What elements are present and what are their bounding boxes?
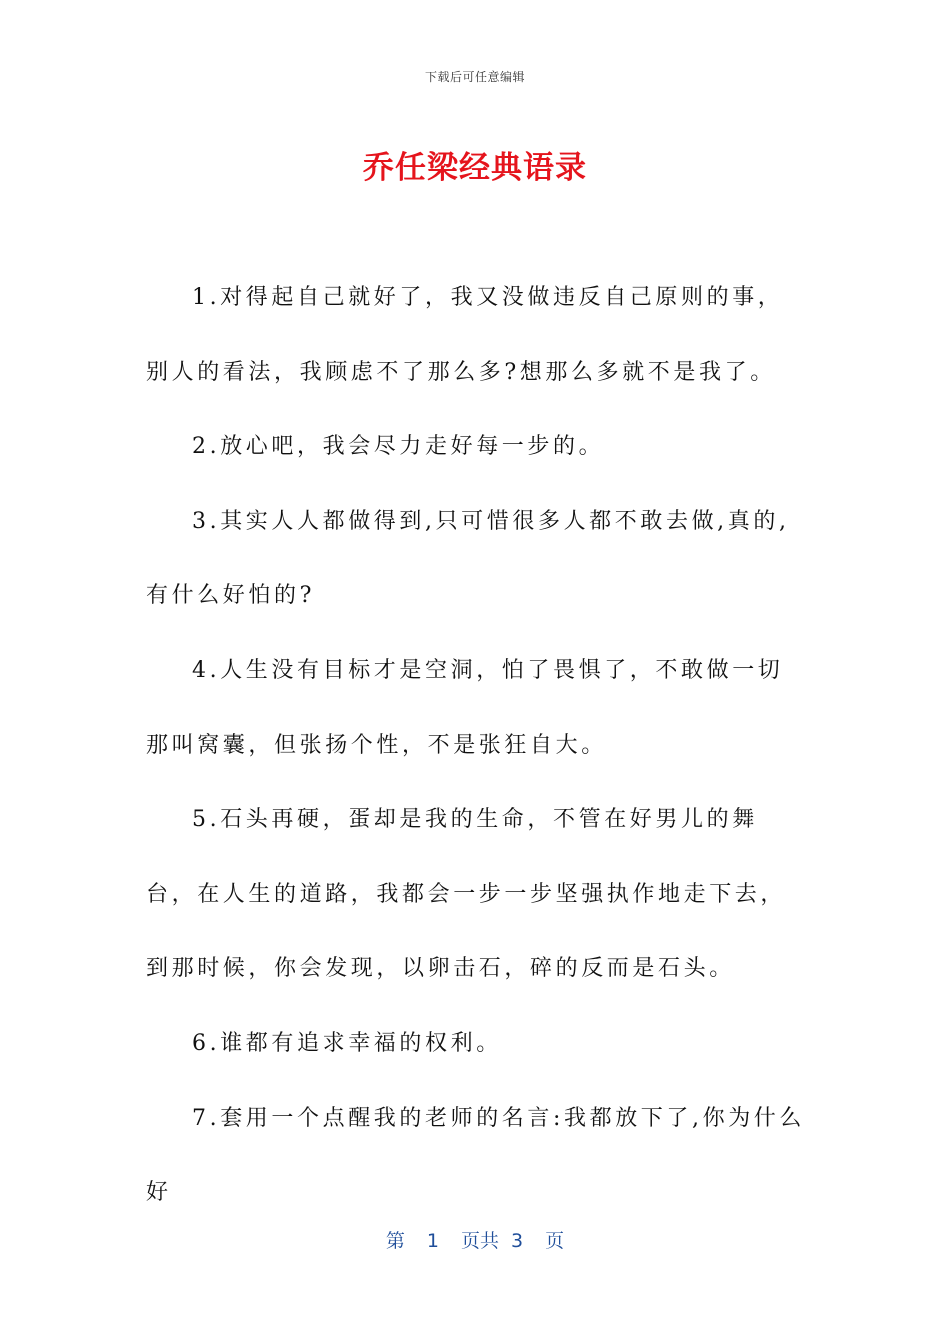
footer-prefix: 第 [385,1230,405,1252]
document-body [146,261,806,1231]
footer-total-pages: 3 [511,1230,524,1252]
paragraph: 7.套用一个点醒我的老师的名言:我都放下了,你为什么好 [146,1105,805,1206]
header-note: 下载后可任意编辑 [424,70,525,84]
paragraph: 6.谁都有追求幸福的权利。 [192,1030,502,1056]
footer-current-page: 1 [426,1230,439,1252]
paragraph: 1.对得起自己就好了，我又没做违反自己原则的事，别人的看法，我顾虑不了那么多?想那么多就不是我了。 [146,285,784,385]
footer-middle: 页共 [460,1230,499,1252]
page-footer [0,1226,950,1253]
paragraph: 2.放心吧，我会尽力走好每一步的。 [192,434,605,460]
paragraph: 3.其实人人都做得到,只可惜很多人都不敢去做,真的,有什么好怕的? [146,508,790,609]
paragraph: 4.人生没有目标才是空洞，怕了畏惧了，不敢做一切那叫窝囊，但张扬个性，不是张狂自大。 [146,657,784,758]
document-title: 乔任梁经典语录 [363,150,587,186]
footer-suffix: 页 [545,1230,565,1252]
paragraph: 5.石头再硬，蛋却是我的生命，不管在好男儿的舞台，在人生的道路，我都会一步一步坚强执作地走下去，到那时候，你会发现，以卵击石，碎的反而是石头。 [146,807,787,982]
